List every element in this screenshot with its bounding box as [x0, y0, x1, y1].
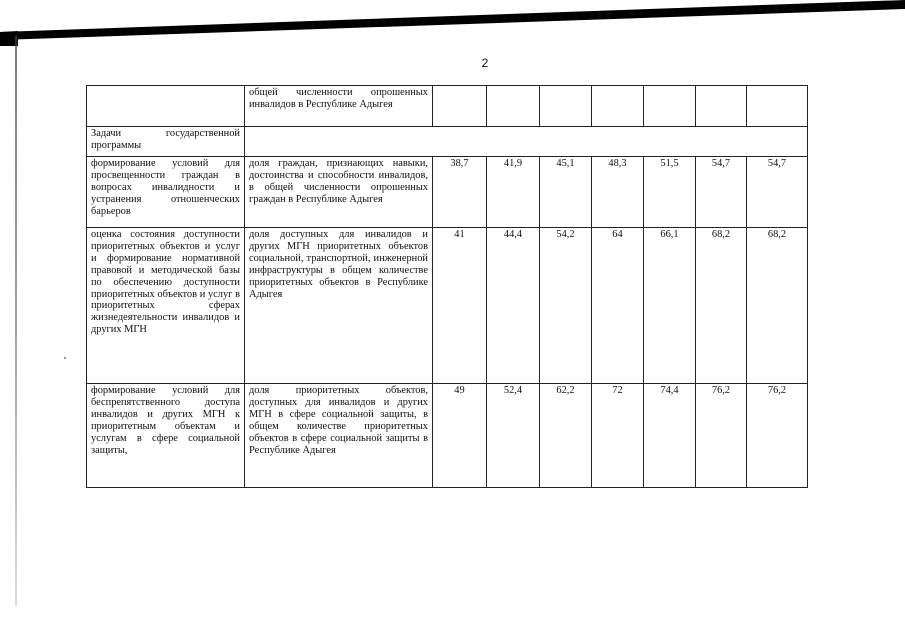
- value-cell: 54,2: [540, 228, 592, 384]
- page-number: 2: [481, 56, 489, 70]
- value-cell: 72: [592, 384, 644, 488]
- task-cell: формирование условий для беспрепятственного доступа инвалидов и других МГН к приоритетным объектам и услугам в сфере социальной защиты,: [87, 384, 245, 488]
- value-cell: [747, 86, 808, 127]
- value-cell: 52,4: [487, 384, 540, 488]
- section-header-spacer: [245, 127, 808, 157]
- value-cell: 64: [592, 228, 644, 384]
- value-cell: 54,7: [747, 157, 808, 228]
- value-cell: 45,1: [540, 157, 592, 228]
- scan-border: [0, 0, 905, 46]
- task-cell: формирование условий для просвещенности граждан в вопросах инвалидности и устранения отношенческих барьеров: [87, 157, 245, 228]
- value-cell: 51,5: [644, 157, 696, 228]
- value-cell: 62,2: [540, 384, 592, 488]
- value-cell: 66,1: [644, 228, 696, 384]
- value-cell: [696, 86, 747, 127]
- indicator-cell: доля доступных для инвалидов и других МГН приоритетных объектов социальной, транспортной, инженерной инфраструктуры в общем количестве приоритетных объектов в Республике Адыгея: [245, 228, 433, 384]
- continuation-row: [87, 86, 808, 127]
- value-cell: 48,3: [592, 157, 644, 228]
- value-cell: [540, 86, 592, 127]
- value-cell: [592, 86, 644, 127]
- value-cell: [487, 86, 540, 127]
- value-cell: 76,2: [696, 384, 747, 488]
- task-cell: оценка состояния доступности приоритетных объектов и услуг и формирование нормативной правовой и методической базы по обеспечению доступности приоритетных объектов и услуг в приоритетных сферах жизнедеятельности инвалидов и других МГН: [87, 228, 245, 384]
- value-cell: 76,2: [747, 384, 808, 488]
- value-cell: 38,7: [433, 157, 487, 228]
- scan-speck: [64, 357, 66, 359]
- value-cell: 68,2: [696, 228, 747, 384]
- value-cell: 44,4: [487, 228, 540, 384]
- value-cell: [433, 86, 487, 127]
- section-header: Задачи государственной программы: [87, 127, 245, 157]
- indicators-table: [86, 85, 808, 488]
- value-cell: 41: [433, 228, 487, 384]
- value-cell: 54,7: [696, 157, 747, 228]
- section-header-row: [87, 127, 808, 157]
- scan-left-edge: [15, 36, 17, 606]
- value-cell: [644, 86, 696, 127]
- value-cell: 49: [433, 384, 487, 488]
- empty-cell: [87, 86, 245, 127]
- indicator-cell: общей численности опрошенных инвалидов в Республике Адыгея: [245, 86, 433, 127]
- table-row: [87, 157, 808, 228]
- indicator-cell: доля граждан, признающих навыки, достоинства и способности инвалидов, в общей численности опрошенных граждан в Республике Адыгея: [245, 157, 433, 228]
- value-cell: 41,9: [487, 157, 540, 228]
- table-row: [87, 228, 808, 384]
- value-cell: 68,2: [747, 228, 808, 384]
- table-row: [87, 384, 808, 488]
- value-cell: 74,4: [644, 384, 696, 488]
- indicator-cell: доля приоритетных объектов, доступных для инвалидов и других МГН в сфере социальной защиты, в общем количестве приоритетных объектов в сфере социальной защиты в Республике Адыгея: [245, 384, 433, 488]
